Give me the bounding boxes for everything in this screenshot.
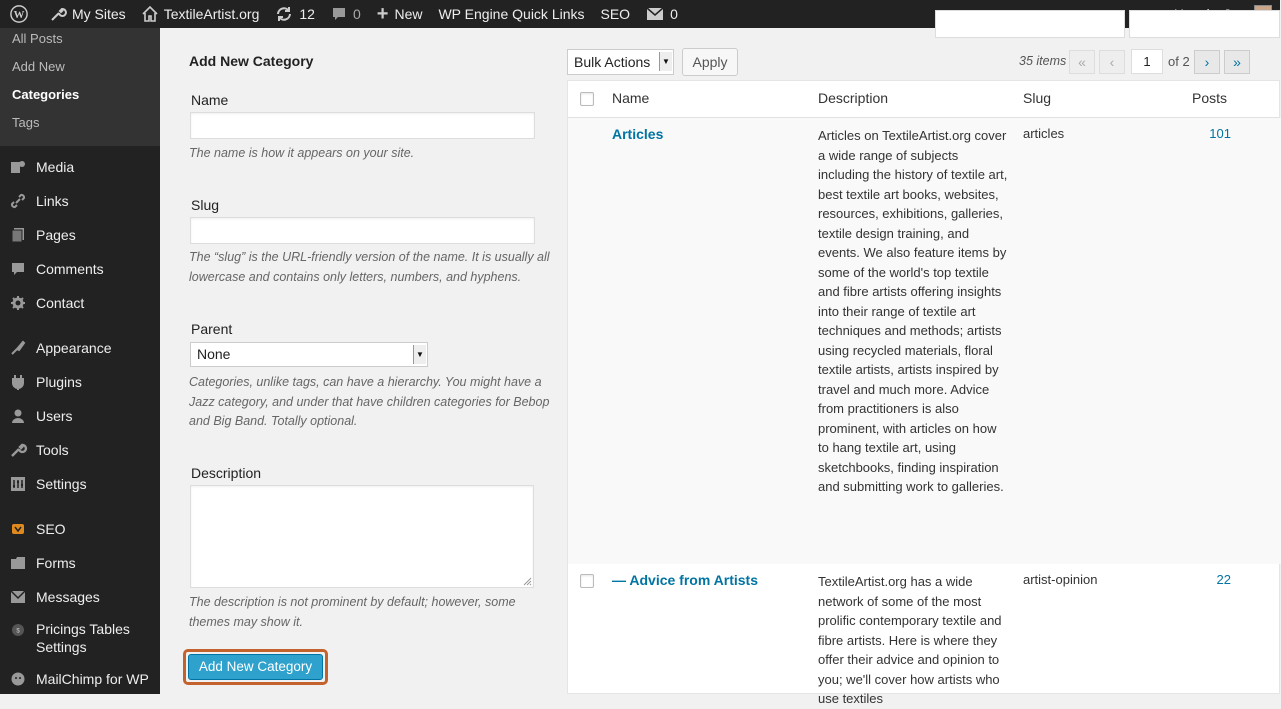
row-checkbox[interactable] — [580, 574, 594, 588]
sidebar-item-plugins[interactable] — [0, 365, 160, 399]
media-icon — [8, 157, 28, 177]
name-label: Name — [191, 92, 229, 108]
my-sites-menu[interactable] — [42, 0, 134, 28]
comment-bubble-icon — [331, 6, 347, 22]
sidebar-item-label: Plugins — [36, 374, 82, 390]
svg-text:$: $ — [16, 628, 20, 635]
sidebar-item-label: Links — [36, 193, 69, 209]
settings-icon — [8, 474, 28, 494]
plus-icon: + — [376, 3, 389, 25]
apply-button[interactable]: Apply — [682, 48, 738, 76]
form-title: Add New Category — [189, 53, 314, 69]
column-slug-header[interactable]: Slug — [1023, 90, 1052, 106]
parent-help: Categories, unlike tags, can have a hierarchy. You might have a Jazz category, and under that have children categories for Bebop and Big Band. Totally optional. — [189, 375, 550, 428]
pricing-tables-icon — [8, 620, 28, 640]
pages-icon — [8, 225, 28, 245]
sidebar-item-label: Settings — [36, 476, 87, 492]
admin-sidebar — [0, 28, 160, 694]
site-name-label: TextileArtist.org — [163, 6, 260, 22]
description-help: The description is not prominent by default; however, some themes may show it. — [189, 595, 516, 629]
wrench-icon — [50, 6, 66, 22]
messages-icon — [8, 587, 28, 607]
messages-count: 0 — [670, 6, 678, 22]
sidebar-item-pages[interactable] — [0, 218, 160, 252]
parent-select-value: None — [197, 346, 231, 362]
bulk-actions-value: Bulk Actions — [574, 54, 651, 70]
parent-select[interactable] — [190, 342, 428, 367]
menu-separator — [0, 501, 160, 512]
parent-label: Parent — [191, 321, 233, 337]
messages-menu[interactable] — [638, 0, 686, 28]
table-row — [568, 118, 1281, 564]
sidebar-item-label: Contact — [36, 295, 85, 311]
category-posts-count[interactable]: 101 — [1209, 126, 1231, 141]
category-name-link[interactable]: — Advice from Artists — [612, 572, 758, 588]
appearance-icon — [8, 338, 28, 358]
users-icon — [8, 406, 28, 426]
chevron-down-icon: ▼ — [413, 345, 426, 364]
sidebar-item-label: Comments — [36, 261, 104, 277]
sidebar-item-links[interactable] — [0, 184, 160, 218]
links-icon — [8, 191, 28, 211]
column-posts-header[interactable]: Posts — [1191, 90, 1227, 106]
column-name-header[interactable]: Name — [612, 90, 650, 106]
sidebar-item-label: Pricings Tables Settings — [36, 621, 130, 655]
sidebar-item-tools[interactable] — [0, 433, 160, 467]
table-row — [568, 564, 1281, 704]
submenu-categories[interactable]: Categories — [12, 87, 80, 102]
menu-separator — [0, 320, 160, 331]
category-slug: artist-opinion — [1023, 572, 1098, 587]
home-icon — [142, 6, 158, 22]
my-sites-label: My Sites — [72, 6, 126, 22]
first-page-button[interactable]: « — [1069, 50, 1095, 74]
sidebar-item-label: Pages — [36, 227, 76, 243]
seo-label: SEO — [600, 6, 631, 22]
forms-icon — [8, 553, 28, 573]
search-button[interactable] — [1129, 10, 1280, 38]
categories-list — [567, 28, 1280, 706]
sidebar-item-messages[interactable] — [0, 580, 160, 614]
sidebar-item-label: SEO — [36, 521, 66, 537]
seo-icon — [8, 519, 28, 539]
seo-menu[interactable] — [593, 0, 639, 28]
prev-page-button[interactable]: ‹ — [1099, 50, 1125, 74]
updates-icon — [275, 6, 293, 22]
category-description: Articles on TextileArtist.org cover a wide range of subjects including the history of textile art, best textile art books, websites, resources, exhibitions, galleries, textile design training, and events. We also feature items by some of the world's top textile and fibre artists offering insights into their range of textile art techniques and methods; artists using recycled materials, floral textile artists, artists inspired by travel and much more. Advice from practitioners is also prominent, with articles on how to hang textile art, using sketchbooks, finding inspiration and submitting work to galleries. — [818, 128, 1008, 494]
mailchimp-icon — [8, 669, 28, 689]
sidebar-item-mailchimp[interactable] — [0, 662, 160, 696]
submenu-all-posts[interactable]: All Posts — [12, 31, 63, 46]
sidebar-item-label: Messages — [36, 589, 100, 605]
sidebar-item-users[interactable] — [0, 399, 160, 433]
select-all-checkbox[interactable] — [580, 92, 594, 106]
sidebar-item-label: Tools — [36, 442, 69, 458]
sidebar-item-appearance[interactable] — [0, 331, 160, 365]
category-name-link[interactable]: Articles — [612, 126, 664, 142]
sidebar-item-seo[interactable] — [0, 512, 160, 546]
sidebar-item-settings[interactable] — [0, 467, 160, 501]
last-page-button[interactable]: » — [1224, 50, 1250, 74]
comments-icon — [8, 259, 28, 279]
updates-menu[interactable] — [267, 0, 323, 28]
category-description: TextileArtist.org has a wide network of some of the most prolific contemporary textile and fibre artists. Here is where they offer their advice and opinion to you; we'll cover how artists who use textiles — [818, 574, 1002, 706]
site-name-menu[interactable] — [134, 0, 268, 28]
table-header — [568, 81, 1279, 118]
sidebar-item-label: MailChimp for WP — [36, 671, 149, 687]
updates-count: 12 — [299, 6, 315, 22]
envelope-icon — [646, 7, 664, 21]
slug-help: The “slug” is the URL-friendly version of the name. It is usually all lowercase and contains only letters, numbers, and hyphens. — [189, 250, 550, 284]
total-pages: of 2 — [1168, 54, 1190, 69]
sidebar-item-label: Appearance — [36, 340, 112, 356]
resize-grip-icon[interactable] — [522, 576, 532, 586]
current-page-input[interactable]: 1 — [1131, 49, 1163, 74]
slug-label: Slug — [191, 197, 220, 213]
submenu-tags[interactable]: Tags — [12, 115, 40, 130]
description-textarea[interactable] — [190, 485, 534, 588]
description-label: Description — [191, 465, 262, 481]
sidebar-item-label: Media — [36, 159, 75, 175]
contact-icon — [8, 293, 28, 313]
add-new-category-button[interactable]: Add New Category — [188, 654, 323, 680]
category-slug: articles — [1023, 126, 1065, 141]
add-category-form — [160, 28, 560, 694]
items-count: 35 items — [1019, 54, 1067, 68]
wordpress-logo-icon[interactable] — [0, 0, 42, 28]
comments-count: 0 — [352, 6, 361, 22]
chevron-down-icon: ▼ — [659, 52, 672, 71]
bulk-actions-select[interactable] — [567, 49, 674, 75]
plugins-icon — [8, 372, 28, 392]
category-posts-count[interactable]: 22 — [1216, 572, 1231, 587]
sidebar-item-contact[interactable] — [0, 286, 160, 320]
sidebar-item-forms[interactable] — [0, 546, 160, 580]
name-input[interactable] — [190, 112, 535, 139]
search-input[interactable] — [935, 10, 1125, 38]
wpengine-label: WP Engine Quick Links — [438, 6, 585, 22]
svg-text:W: W — [13, 9, 25, 22]
new-label: New — [394, 6, 423, 22]
next-page-button[interactable]: › — [1194, 50, 1220, 74]
new-content-menu[interactable] — [369, 0, 431, 28]
submenu-add-new[interactable]: Add New — [12, 59, 65, 74]
sidebar-item-media[interactable] — [0, 150, 160, 184]
comments-menu[interactable] — [323, 0, 369, 28]
sidebar-item-comments[interactable] — [0, 252, 160, 286]
sidebar-item-label: Users — [36, 408, 73, 424]
submit-highlight — [183, 649, 328, 685]
wpengine-quick-links[interactable] — [430, 0, 592, 28]
posts-submenu — [0, 28, 160, 146]
sidebar-item-pricing-tables[interactable] — [0, 614, 160, 662]
slug-input[interactable] — [190, 217, 535, 244]
tools-icon — [8, 440, 28, 460]
sidebar-item-label: Forms — [36, 555, 76, 571]
name-help: The name is how it appears on your site. — [189, 146, 415, 160]
categories-table — [567, 80, 1280, 706]
column-description-header: Description — [818, 90, 889, 106]
